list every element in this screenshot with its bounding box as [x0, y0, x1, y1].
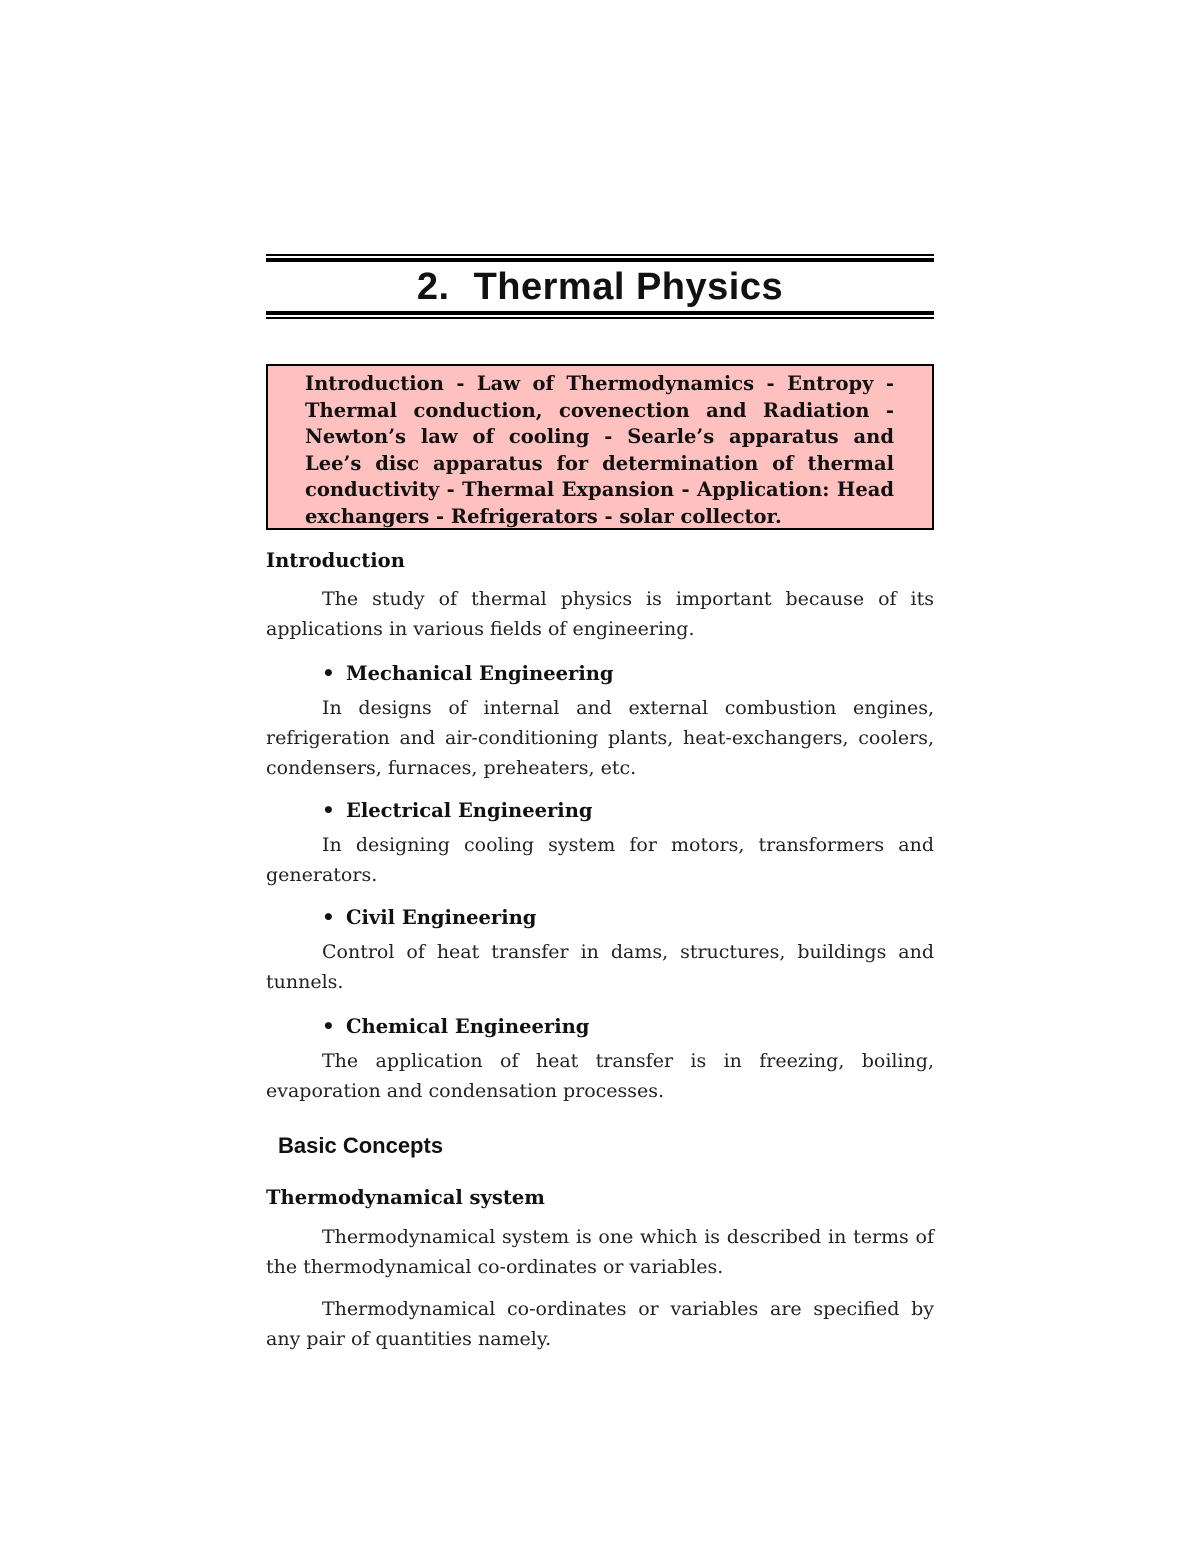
field-paragraph-chemical: The application of heat transfer is in freezing, boiling, evaporation and condensation processes.: [266, 1050, 934, 1102]
field-title: Civil Engineering: [346, 906, 537, 929]
chapter-name: Thermal Physics: [473, 266, 784, 308]
introduction-heading: Introduction: [266, 549, 405, 572]
section-title-basic-concepts: Basic Concepts: [278, 1133, 444, 1158]
field-heading-chemical: [322, 1014, 589, 1038]
chapter-contents-box: [266, 364, 934, 530]
field-paragraph-mechanical: In designs of internal and external combustion engines, refrigeration and air-conditioning plants, heat-exchangers, coolers, condensers, furnaces, preheaters, etc.: [266, 697, 934, 779]
chapter-contents-text: Introduction - Law of Thermodynamics - Entropy - Thermal conduction, covenection and Radiation - Newton’s law of cooling - Searle’s apparatus and Lee’s disc apparatus for determination of thermal conductivity - Thermal Expansion - Application: Head exchangers - Refrigerators - solar collector.: [305, 372, 894, 528]
field-heading-civil: [322, 905, 536, 929]
field-title: Chemical Engineering: [346, 1015, 590, 1038]
bullet-icon: •: [322, 661, 335, 685]
thermodynamical-system-heading: Thermodynamical system: [266, 1186, 545, 1209]
field-heading-mechanical: [322, 661, 614, 685]
bullet-icon: •: [322, 1014, 335, 1038]
bullet-icon: •: [322, 905, 335, 929]
title-top-rule: [266, 254, 934, 262]
field-title: Electrical Engineering: [346, 799, 593, 822]
field-heading-electrical: [322, 798, 593, 822]
chapter-title: [266, 266, 934, 309]
field-paragraph-electrical: In designing cooling system for motors, transformers and generators.: [266, 834, 934, 886]
introduction-paragraph: The study of thermal physics is important because of its applications in various fields of engineering.: [266, 588, 934, 640]
field-title: Mechanical Engineering: [346, 662, 614, 685]
chapter-number: 2.: [416, 266, 450, 308]
thermodynamical-system-paragraph-1: Thermodynamical system is one which is described in terms of the thermodynamical co-ordinates or variables.: [266, 1226, 934, 1278]
field-paragraph-civil: Control of heat transfer in dams, structures, buildings and tunnels.: [266, 941, 934, 993]
title-bottom-rule: [266, 311, 934, 319]
bullet-icon: •: [322, 798, 335, 822]
thermodynamical-system-paragraph-2: Thermodynamical co-ordinates or variables are specified by any pair of quantities namely.: [266, 1298, 934, 1350]
